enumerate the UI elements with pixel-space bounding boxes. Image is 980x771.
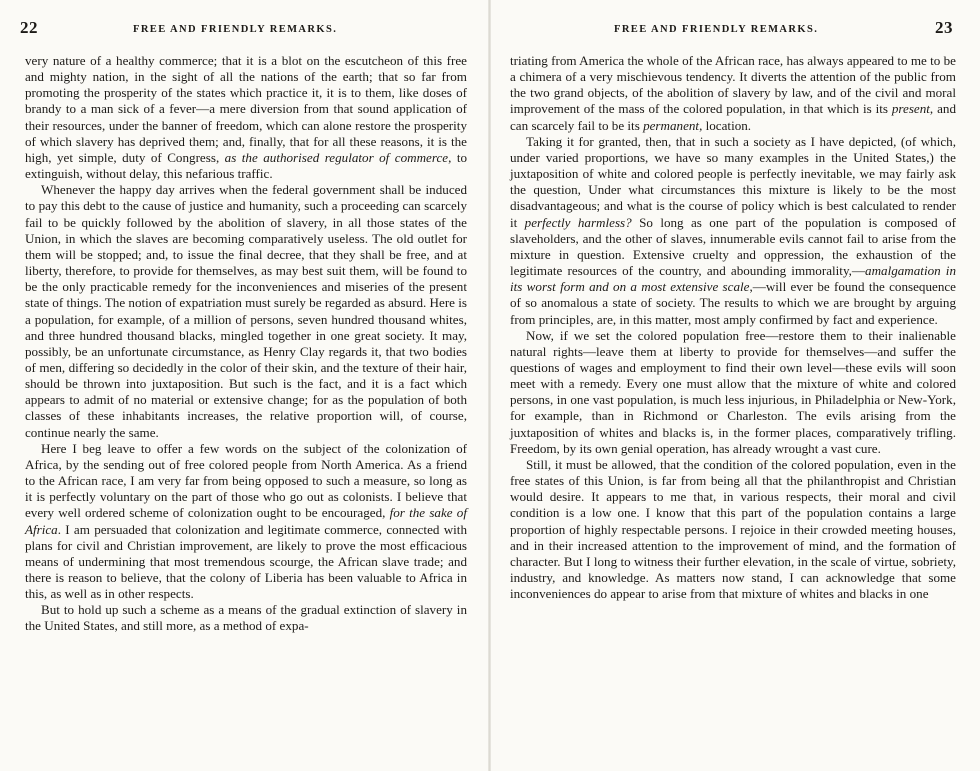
paragraph xyxy=(510,457,956,602)
text-run: Whenever the happy day arrives when the federal government shall be induced to pay this debt to the cause of justice and humanity, such a proceeding can scarcely fail to be quickly followed by the abolition of slavery, in all those states of the Union, in which the slaves are becoming comparatively useless. The old outlet for them will be stopped; and, to issue the final decree, that they shall be free, and at liberty, therefore, to provide for themselves, as may best suit them, will be found to be the only practicable remedy for the inconveniences and miseries of the present state of things. The notion of expatriation must surely be regarded as absurd. Here is a population, for example, of a million of persons, seven hundred thousand whites, and three hundred thousand blacks, mingled together in one great society. It may, possibly, be an unfortunate circumstance, as Henry Clay regards it, that two bodies of men, differing so decidedly in the color of their skin, and the texture of their hair, should be thrown into juxtaposition. But such is the fact, and it is a fact which appears to admit of no material or extensive change; for as the population of both classes of these inhabitants increases, the relative proportion will, of course, continue nearly the same. xyxy=(25,182,467,440)
text-run: . I am persuaded that colonization and legitimate commerce, connected with plans for civil and Christian improvement, are likely to prove the most efficacious means of undermining that most tremendous scourge, the African slave trade; and there is reason to believe, that the colony of Liberia has been valuable to Africa in this, as well as in other respects. xyxy=(25,521,467,602)
paragraph xyxy=(510,53,956,134)
text-run: ,—will ever be found the consequence of so anomalous a state of society. The results to which we are brought by arguing from principles, are, in this matter, most amply confirmed by fact and experience. xyxy=(510,279,956,327)
text-run: But to hold up such a scheme as a means of the gradual extinction of slavery in the United States, and still more, as a method of expa- xyxy=(25,602,467,634)
text-run: So long as one part of the population is composed of slaveholders, and the other of slaves, innumerable evils cannot fail to arise from the mixture in question. Extensive cruelty and oppression, the exhaustion of the legitimate resources of the country, and abounding immorality,— xyxy=(510,214,956,279)
paragraph xyxy=(510,328,956,457)
text-run: Now, if we set the colored population free—restore them to their inalienable natural rights—leave them at liberty to provide for themselves—and suffer the questions of wages and employment to find their own level—these evils will soon meet with a remedy. Every one must allow that the mixture of white and colored persons, in one vast population, is much less injurious, in Philadelphia or New-York, for example, than in Richmond or Charleston. The evils arising from the juxtaposition of whites and blacks is, in the former places, comparatively trifling. Freedom, by its own genial operation, has already wrought a vast cure. xyxy=(510,327,956,456)
italic-emphasis: permanent xyxy=(643,117,700,133)
page-number: 22 xyxy=(20,18,38,37)
italic-emphasis: perfectly harmless? xyxy=(524,214,632,230)
italic-emphasis: as the authorised regulator of commerce xyxy=(224,149,449,165)
text-run: Still, it must be allowed, that the condition of the colored population, even in the free states of this Union, is far from being all that the philanthropist and Christian would desire. It appears to me that, in various respects, their moral and civil condition is a low one. I know that this part of the population contains a large proportion of highly respectable persons. I rejoice in their crowded meeting houses, and in their increased attention to the improvement of mind, and the formation of character. But I long to witness their further elevation, in the scale of virtue, sobriety, industry, and knowledge. As matters now stand, I can acknowledge that some inconveniences do appear to arise from that mixture of whites and blacks in one xyxy=(510,456,956,602)
paragraph xyxy=(510,134,956,328)
italic-emphasis: for the sake of Africa xyxy=(25,505,467,537)
text-run: , to extinguish, without delay, this nefarious traffic. xyxy=(25,149,468,182)
paragraph xyxy=(25,182,467,441)
paragraph xyxy=(25,602,467,634)
paragraph xyxy=(25,441,467,603)
text-run: Here I beg leave to offer a few words on the subject of the colonization of Africa, by the sending out of free colored people from North America. As a friend to the African race, I am very far from being opposed to such a measure, so long as it is perfectly voluntary on the part of those who go out as colonists. I believe that every well ordered scheme of colonization ought to be encouraged, xyxy=(25,440,467,521)
italic-emphasis: amalgamation in its worst form and on a most extensive scale xyxy=(510,263,956,295)
italic-emphasis: present xyxy=(891,101,930,117)
running-head: FREE AND FRIENDLY REMARKS. xyxy=(614,24,819,35)
body-text xyxy=(25,53,467,635)
text-run: Taking it for granted, then, that in such a society as I have depicted, (of which, under varied proportions, we have so many examples in the United States,) the juxtaposition of white and colored people is perfectly inevitable, we may fairly ask the question, Under what circumstances this mixture is likely to be the most disadvantageous; and what is the course of policy which is best calculated to render it xyxy=(510,133,956,230)
page-number: 23 xyxy=(935,18,953,37)
body-text xyxy=(510,53,956,602)
paragraph xyxy=(25,53,467,182)
right-page xyxy=(490,0,980,771)
text-run: , and can scarcely fail to be its xyxy=(510,101,956,133)
text-run: , location. xyxy=(699,117,752,133)
running-head: FREE AND FRIENDLY REMARKS. xyxy=(133,24,338,35)
text-run: very nature of a healthy commerce; that it is a blot on the escutcheon of this free and mighty nation, in the sight of all the nations of the earth; that so far from promoting the prosperity of the states which practice it, it is to them, like doses of brandy to a man sick of a fever—a mere diversion from that sound application of their resources, under the banner of freedom, which can alone restore the prosperity of which slavery has deprived them; and, finally, that for all these reasons, it is the high, yet simple, duty of Congress, xyxy=(25,53,467,165)
text-run: triating from America the whole of the African race, has always appeared to me to be a chimera of a very mischievous tendency. It diverts the attention of the public from the two grand objects, of the abolition of slavery by law, and of the civil and moral improvement of the mass of the colored population, in that which is its xyxy=(510,53,956,117)
